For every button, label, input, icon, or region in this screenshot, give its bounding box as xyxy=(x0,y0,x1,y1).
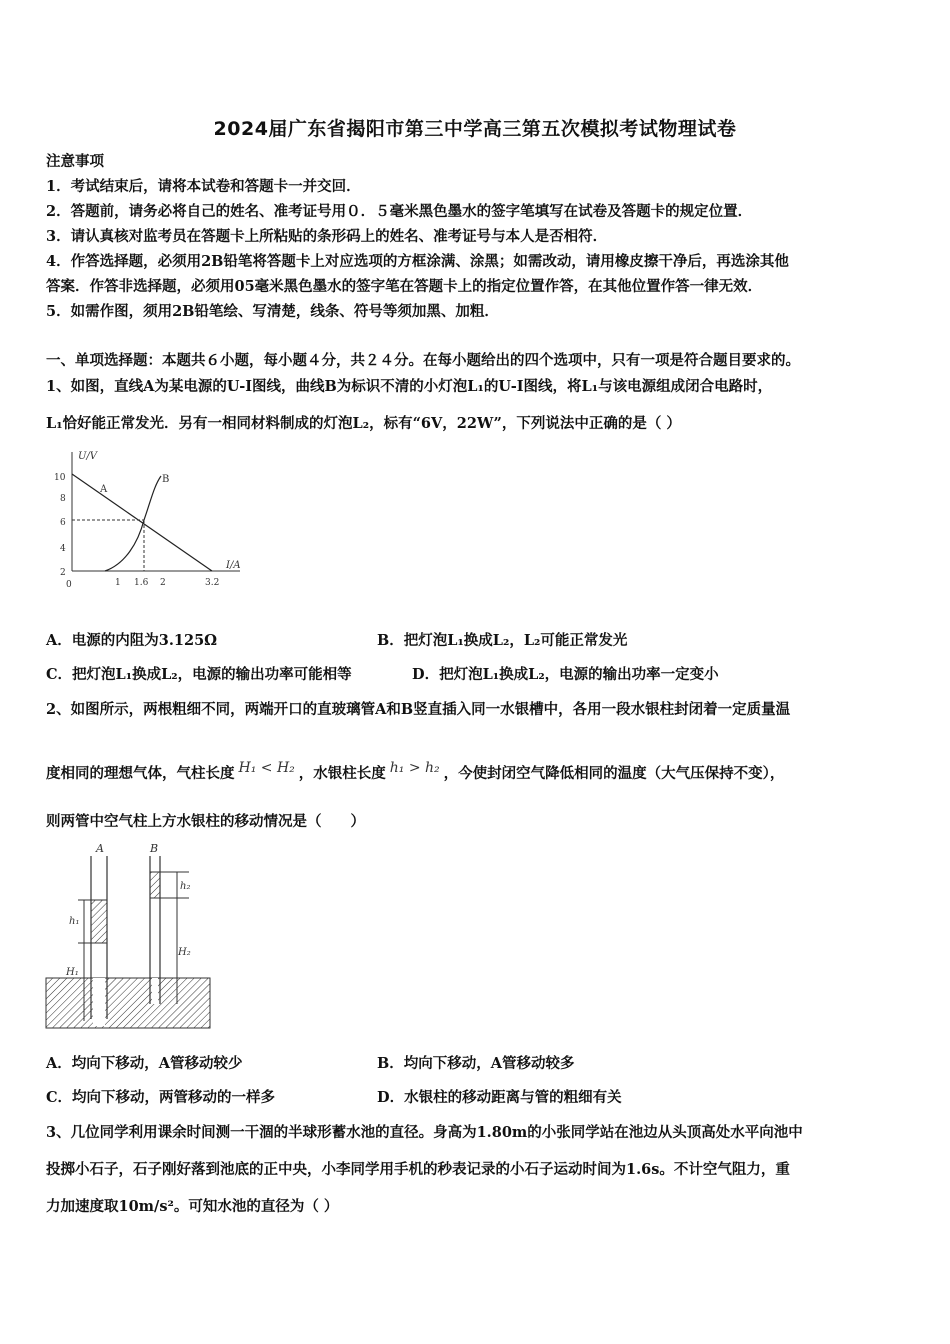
tube-a-inner xyxy=(93,978,105,1026)
notice-item: 5．如需作图，须用2B铅笔绘、写清楚，线条、符号等须加黑、加粗． xyxy=(46,303,499,320)
q2-stem-text: ，水银柱长度 xyxy=(298,765,386,782)
y-axis-label: U/V xyxy=(78,451,98,462)
line-a xyxy=(72,474,212,571)
x-tick-label: 1.6 xyxy=(134,578,149,588)
notice-item: 4．作答选择题，必须用2B铅笔将答题卡上对应选项的方框涂满、涂黑；如需改动，请用橡皮擦干净后，再选涂其他 xyxy=(46,253,789,270)
q2-gas-length-relation: H₁ < H₂ xyxy=(238,760,295,776)
tube-a-label: A xyxy=(96,842,104,855)
q1-option-a: A．电源的内阻为3.125Ω xyxy=(46,632,218,649)
q1-option-d: D．把灯泡L₁换成L₂，电源的输出功率一定变小 xyxy=(412,666,719,683)
line-a-label: A xyxy=(100,484,108,495)
y-tick-label: 4 xyxy=(60,544,66,554)
y-tick-label: 2 xyxy=(60,568,66,578)
y-tick-label: 10 xyxy=(54,473,66,483)
q1-ui-graph xyxy=(50,448,250,593)
y-tick-label: 8 xyxy=(60,494,66,504)
q2-stem-text: ，今使封闭空气降低相同的温度（大气压保持不变）， xyxy=(443,765,785,782)
section-heading: 一、单项选择题：本题共６小题，每小题４分，共２４分。在每小题给出的四个选项中，只有一项是符合题目要求的。 xyxy=(46,352,800,369)
x-tick-label: 2 xyxy=(160,578,166,588)
curve-b-label: B xyxy=(162,474,170,485)
x-tick-label: 0 xyxy=(66,580,72,590)
q1-stem-line1: 1、如图，直线A为某电源的U-I图线，曲线B为标识不清的小灯泡L₁的U-I图线，将L₁与该电源组成闭合电路时， xyxy=(46,378,773,395)
q2-option-d: D．水银柱的移动距离与管的粗细有关 xyxy=(377,1089,622,1106)
notice-item: 2．答题前，请务必将自己的姓名、准考证号用０．５毫米黑色墨水的签字笔填写在试卷及答题卡的规定位置． xyxy=(46,203,753,220)
notice-item: 答案．作答非选择题，必须用05毫米黑色墨水的签字笔在答题卡上的指定位置作答，在其他位置作答一律无效． xyxy=(46,278,763,295)
q2-mercury-length-relation: h₁ > h₂ xyxy=(389,760,440,776)
x-tick-label: 3.2 xyxy=(205,578,220,588)
h2-label: h₂ xyxy=(180,881,191,892)
tube-a-mercury-column xyxy=(91,900,107,943)
tube-b-mercury-column xyxy=(150,872,160,898)
q2-stem-line2 xyxy=(46,758,784,784)
h1-label: h₁ xyxy=(69,916,80,927)
q3-stem-line3: 力加速度取10m/s²。可知水池的直径为（ ） xyxy=(46,1198,339,1215)
notice-heading: 注意事项 xyxy=(46,153,104,170)
q2-stem-line1: 2、如图所示，两根粗细不同，两端开口的直玻璃管A和B竖直插入同一水银槽中，各用一段水银柱封闭着一定质量温 xyxy=(46,701,791,718)
q2-tube-figure xyxy=(44,838,214,1033)
x-axis-label: I/A xyxy=(226,560,241,571)
tube-b-inner xyxy=(152,978,158,1004)
x-tick-label: 1 xyxy=(115,578,121,588)
q2-option-c: C．均向下移动，两管移动的一样多 xyxy=(46,1089,276,1106)
q3-stem-line2: 投掷小石子，石子刚好落到池底的正中央，小李同学用手机的秒表记录的小石子运动时间为1.6s。不计空气阻力，重 xyxy=(46,1161,790,1178)
q2-stem-text: 度相同的理想气体，气柱长度 xyxy=(46,765,235,782)
notice-item: 3．请认真核对监考员在答题卡上所粘贴的条形码上的姓名、准考证号与本人是否相符． xyxy=(46,228,608,245)
q3-stem-line1: 3、几位同学利用课余时间测一干涸的半球形蓄水池的直径。身高为1.80m的小张同学站在池边从头顶高处水平向池中 xyxy=(46,1124,803,1141)
notice-item: 1．考试结束后，请将本试卷和答题卡一并交回． xyxy=(46,178,361,195)
q2-option-b: B．均向下移动，A管移动较多 xyxy=(377,1055,575,1072)
tube-b-label: B xyxy=(150,842,159,855)
mercury-trough xyxy=(46,978,210,1028)
q2-stem-line3: 则两管中空气柱上方水银柱的移动情况是（ ） xyxy=(46,813,365,830)
H1-label: H₁ xyxy=(66,967,79,978)
q1-option-c: C．把灯泡L₁换成L₂，电源的输出功率可能相等 xyxy=(46,666,352,683)
page-title: 2024届广东省揭阳市第三中学高三第五次模拟考试物理试卷 xyxy=(213,118,737,140)
H2-label: H₂ xyxy=(178,947,191,958)
y-tick-label: 6 xyxy=(60,518,66,528)
q1-stem-line2: L₁恰好能正常发光．另有一相同材料制成的灯泡L₂，标有“6V，22W”，下列说法中正确的是（ ） xyxy=(46,415,681,432)
q2-option-a: A．均向下移动，A管移动较少 xyxy=(46,1055,243,1072)
curve-b xyxy=(105,476,161,571)
q1-option-b: B．把灯泡L₁换成L₂，L₂可能正常发光 xyxy=(377,632,628,649)
